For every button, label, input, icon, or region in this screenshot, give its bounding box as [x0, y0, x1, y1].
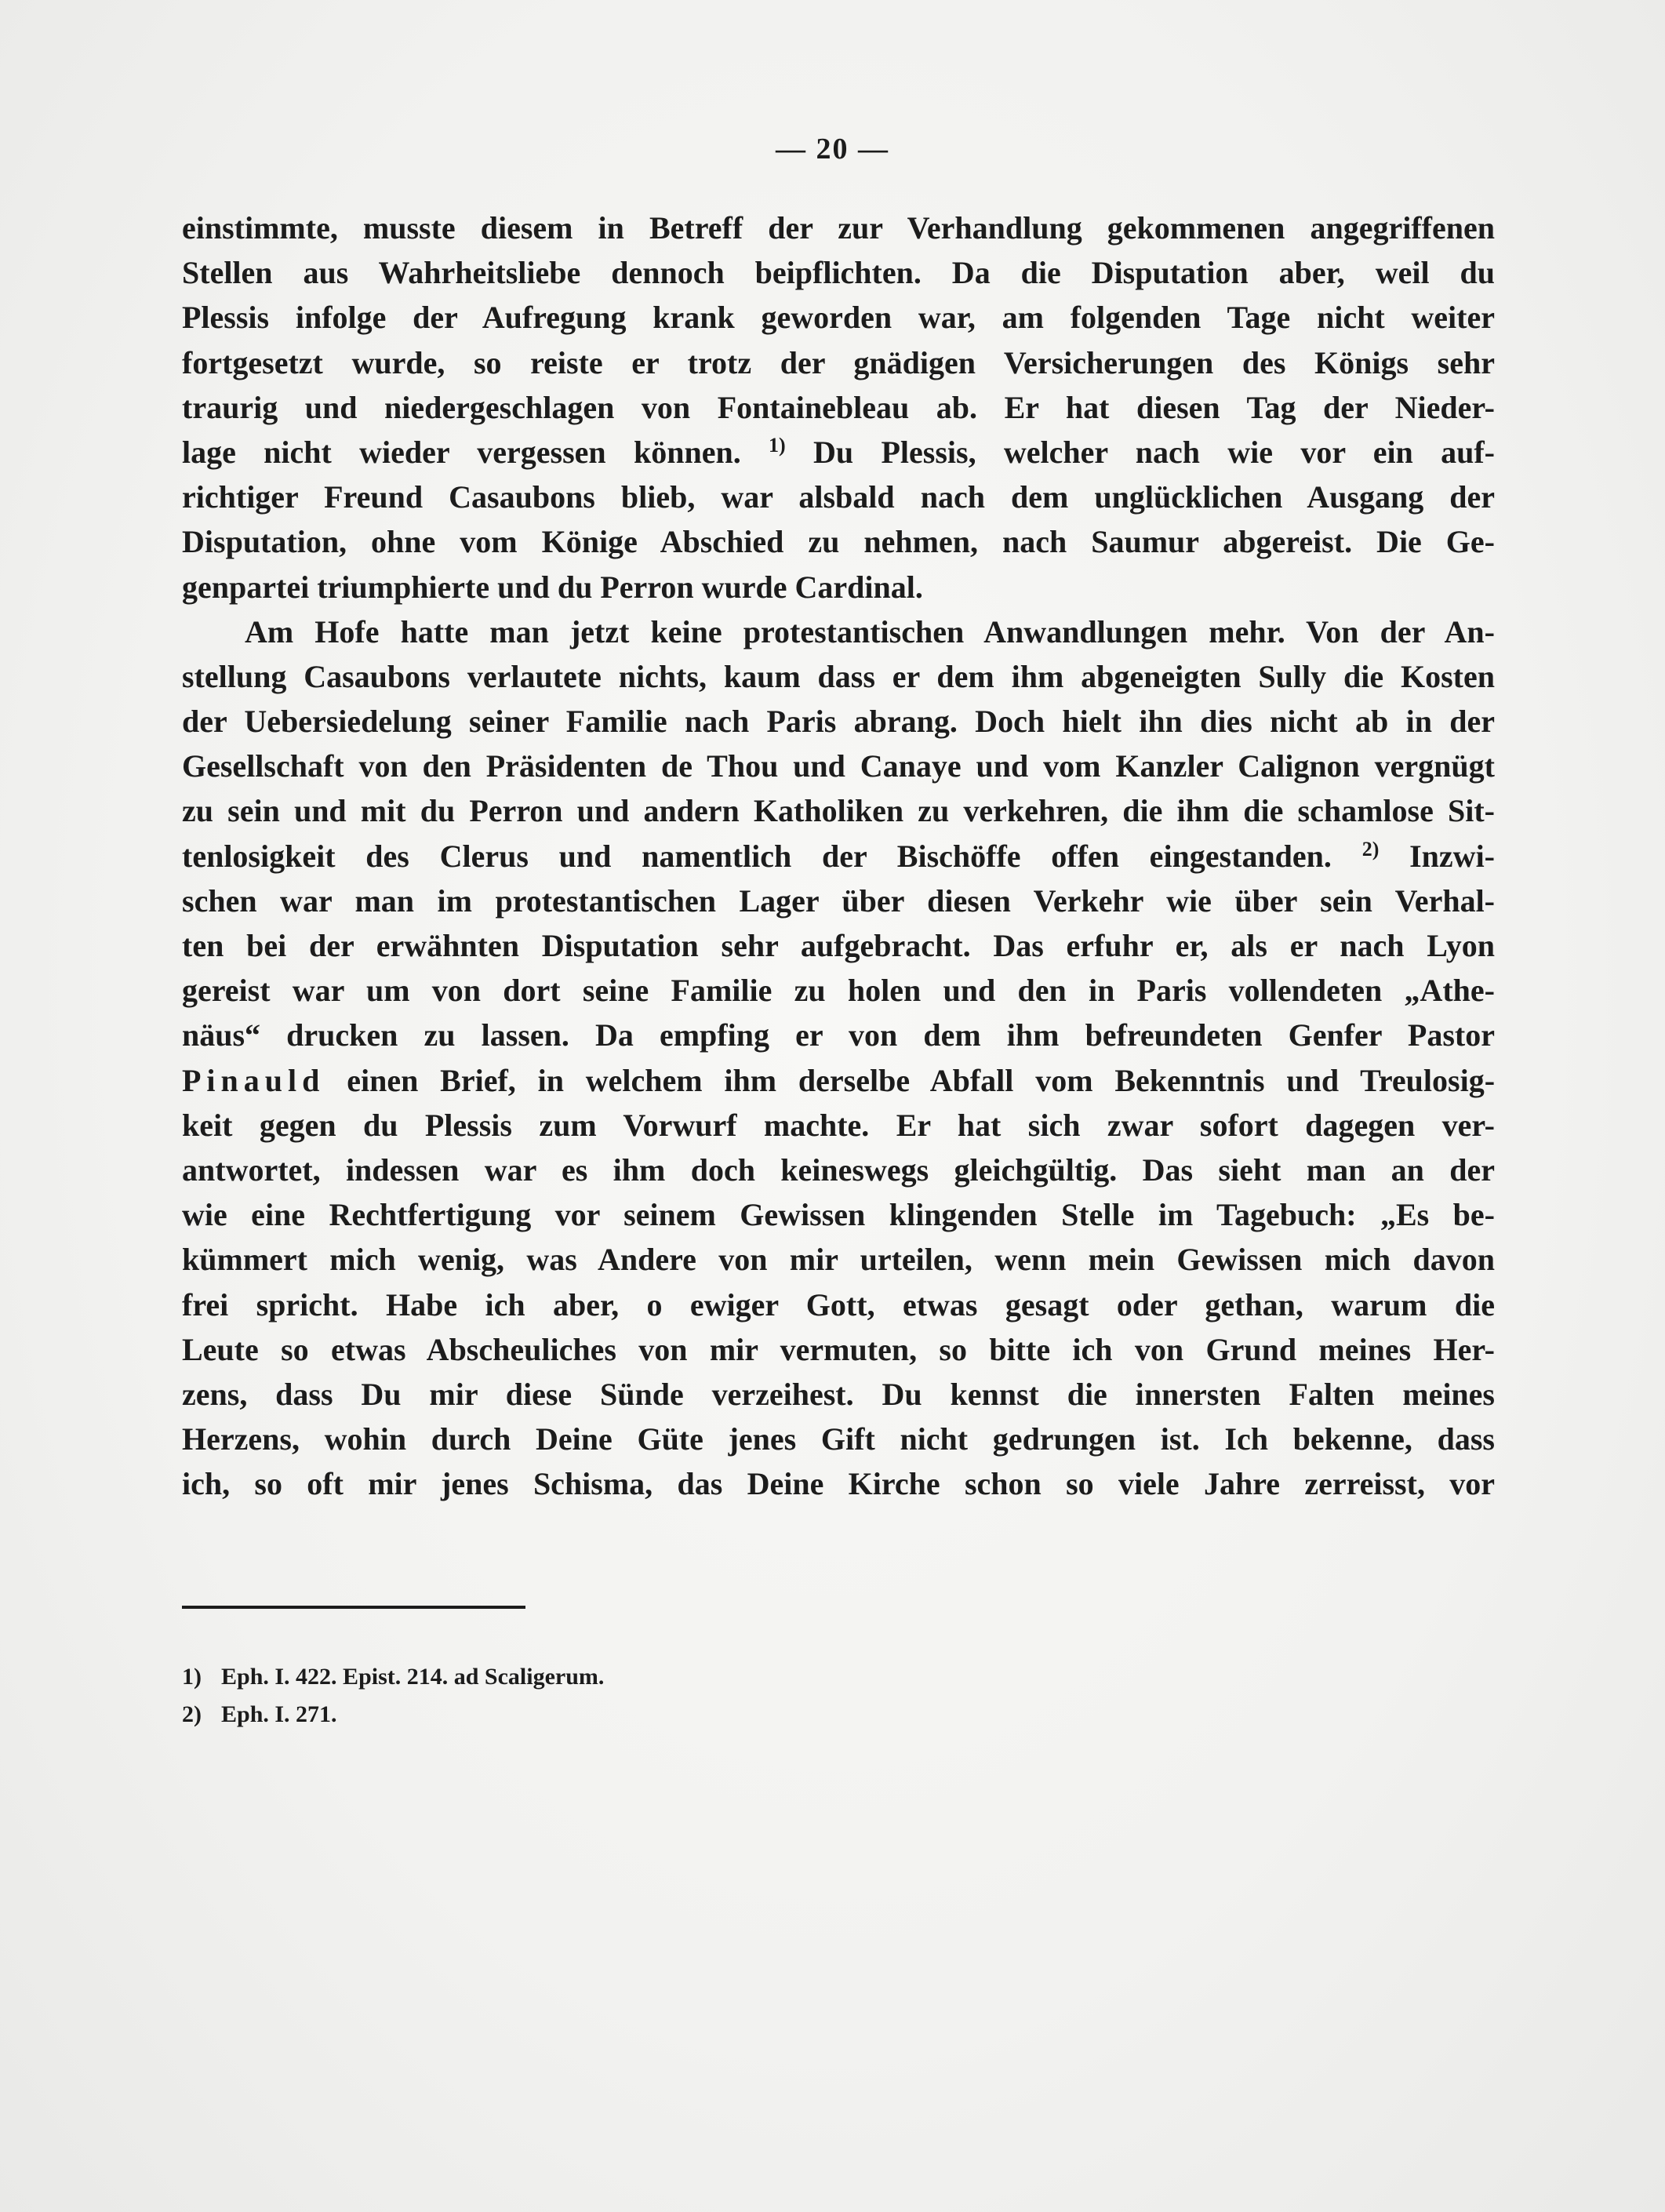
text-line	[182, 1058, 1495, 1103]
text-line: antwortet, indessen war es ihm doch keineswegs gleichgültig. Das sieht man an der	[182, 1151, 1495, 1188]
text-line: fortgesetzt wurde, so reiste er trotz der gnädigen Versicherungen des Königs sehr	[182, 344, 1495, 380]
text-line: Leute so etwas Abscheuliches von mir vermuten, so bitte ich von Grund meines Her-	[182, 1331, 1495, 1367]
text-line: Disputation, ohne vom Könige Abschied zu nehmen, nach Saumur abgereist. Die Ge-	[182, 524, 1495, 560]
text-line: einstimmte, musste diesem in Betreff der zur Verhandlung gekommenen angegriffenen	[182, 210, 1495, 246]
text-line: genpartei triumphierte und du Perron wurde Cardinal.	[182, 569, 923, 605]
text-line: traurig und niedergeschlagen von Fontainebleau ab. Er hat diesen Tag der Nieder-	[182, 389, 1495, 425]
text-line: Herzens, wohin durch Deine Güte jenes Gift nicht gedrungen ist. Ich bekenne, dass	[182, 1421, 1495, 1457]
footnote-mark: 2)	[182, 1701, 202, 1727]
page-number: — 20 —	[776, 133, 889, 166]
footnote	[182, 1658, 888, 1696]
spaced-name: Pinauld	[182, 1062, 325, 1098]
footnote-reference: 1)	[769, 433, 786, 457]
text-line: richtiger Freund Casaubons blieb, war alsbald nach dem unglücklichen Ausgang der	[182, 479, 1495, 515]
text-segment: lage nicht wieder vergessen können.	[182, 434, 741, 470]
text-line: schen war man im protestantischen Lager über diesen Verkehr wie über sein Verhal-	[182, 882, 1495, 919]
text-line: gereist war um von dort seine Familie zu holen und den in Paris vollendeten „Athe-	[182, 973, 1495, 1009]
text-segment: Inzwi-	[1409, 838, 1495, 874]
text-line	[182, 834, 1495, 879]
text-line: Stellen aus Wahrheitsliebe dennoch beipflichten. Da die Disputation aber, weil du	[182, 255, 1495, 291]
text-segment: Du Plessis, welcher nach wie vor ein auf-	[813, 434, 1496, 470]
text-line: Plessis infolge der Aufregung krank geworden war, am folgenden Tage nicht weiter	[182, 300, 1495, 336]
text-line: Gesellschaft von den Präsidenten de Thou und Canaye und vom Kanzler Calignon vergnügt	[182, 748, 1495, 784]
body-text	[182, 206, 1495, 1506]
text-line: stellung Casaubons verlautete nichts, kaum dass er dem ihm abgeneigten Sully die Kosten	[182, 658, 1495, 694]
text-line: der Uebersiedelung seiner Familie nach Paris abrang. Doch hielt ihn dies nicht ab in der	[182, 704, 1495, 740]
footnote	[182, 1696, 888, 1734]
text-line: zu sein und mit du Perron und andern Katholiken zu verkehren, die ihm die schamlose Sit-	[182, 793, 1495, 829]
footnote-divider	[182, 1606, 525, 1609]
text-line: frei spricht. Habe ich aber, o ewiger Gott, etwas gesagt oder gethan, warum die	[182, 1286, 1495, 1322]
text-line: zens, dass Du mir diese Sünde verzeihest. Du kennst die innersten Falten meines	[182, 1376, 1495, 1412]
footnote-text: Eph. I. 271.	[221, 1701, 337, 1727]
text-segment: tenlosigkeit des Clerus und namentlich der Bischöffe offen eingestanden.	[182, 838, 1332, 874]
text-line: wie eine Rechtfertigung vor seinem Gewissen klingenden Stelle im Tagebuch: „Es be-	[182, 1197, 1495, 1233]
text-line: Am Hofe hatte man jetzt keine protestantischen Anwandlungen mehr. Von der An-	[245, 613, 1495, 649]
text-line: keit gegen du Plessis zum Vorwurf machte. Er hat sich zwar sofort dagegen ver-	[182, 1107, 1495, 1143]
text-line: ich, so oft mir jenes Schisma, das Deine Kirche schon so viele Jahre zerreisst, vor	[182, 1466, 1495, 1502]
footnote-mark: 1)	[182, 1664, 202, 1690]
text-line: näus“ drucken zu lassen. Da empfing er von dem ihm befreundeten Genfer Pastor	[182, 1017, 1495, 1053]
text-segment: einen Brief, in welchem ihm derselbe Abfall vom Bekenntnis und Treulosig-	[347, 1062, 1496, 1098]
footnote-text: Eph. I. 422. Epist. 214. ad Scaligerum.	[221, 1664, 605, 1690]
text-line: ten bei der erwähnten Disputation sehr aufgebracht. Das erfuhr er, als er nach Lyon	[182, 928, 1495, 963]
text-line	[182, 430, 1495, 475]
footnotes	[182, 1658, 888, 1734]
footnote-reference: 2)	[1361, 837, 1380, 860]
text-line: kümmert mich wenig, was Andere von mir urteilen, wenn mein Gewissen mich davon	[182, 1242, 1495, 1278]
